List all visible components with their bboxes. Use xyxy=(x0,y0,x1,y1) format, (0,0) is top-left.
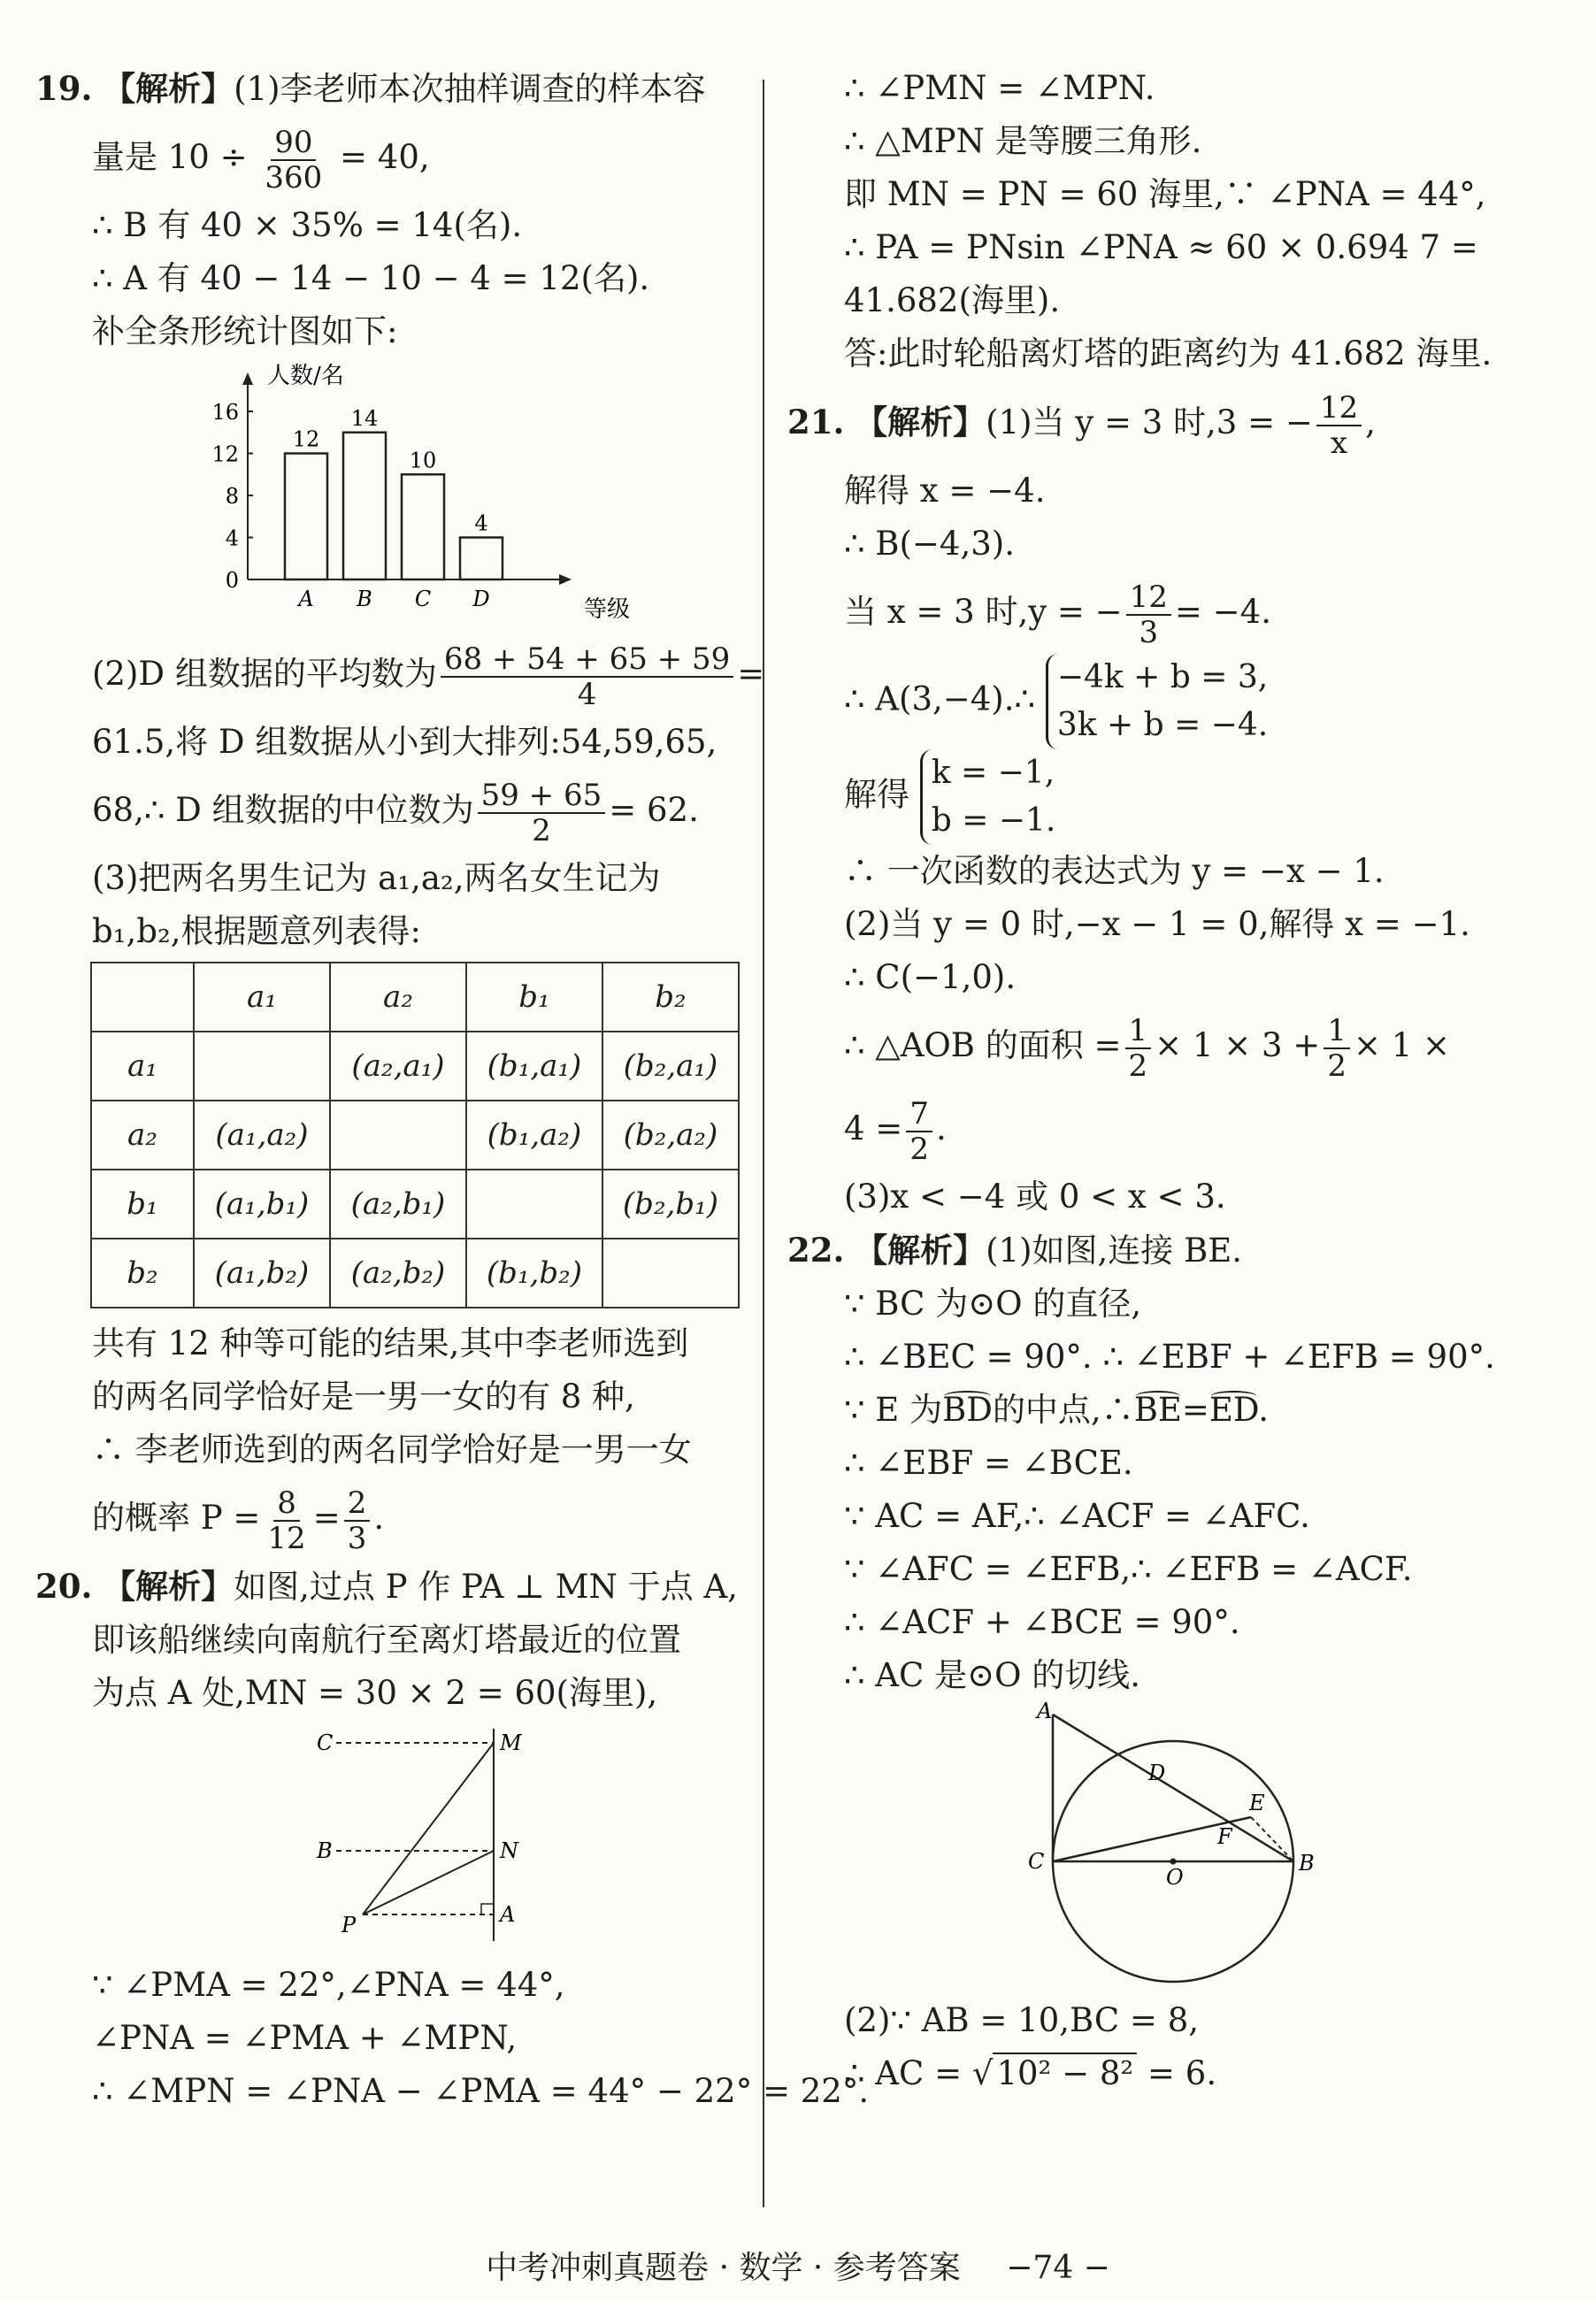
table-cell: (a₂,b₂) xyxy=(330,1239,466,1308)
q19-conclusion-1: 共有 12 种等可能的结果,其中李老师选到 xyxy=(92,1324,689,1362)
table-cell: (a₁,b₁) xyxy=(194,1170,330,1239)
q22-line-5: ∴ ∠EBF = ∠BCE. xyxy=(844,1444,1133,1482)
outcome-table xyxy=(90,962,740,1308)
table-row xyxy=(91,963,739,1032)
label-C: C xyxy=(1028,1849,1045,1874)
page-footer xyxy=(0,2243,1596,2288)
table-cell: (b₂,a₁) xyxy=(602,1032,739,1101)
equation-system: k = −1, b = −1. xyxy=(920,749,1056,845)
q22-line-3: ∴ ∠BEC = 90°. ∴ ∠EBF + ∠EFB = 90°. xyxy=(844,1338,1495,1376)
q20-cont-6: 答:此时轮船离灯塔的距离约为 41.682 海里. xyxy=(844,334,1492,372)
fraction: $\frac{12}{x}$ xyxy=(1316,391,1362,460)
center-point xyxy=(1170,1859,1177,1865)
fraction: $\frac{7}{2}$ xyxy=(906,1097,932,1166)
q21-line-11: 4 = $\frac{7}{2}$ . xyxy=(844,1095,947,1167)
y-axis-label: 人数/名 xyxy=(267,363,344,389)
q20-line-5: ∠PNA = ∠PMA + ∠MPN, xyxy=(92,2019,518,2057)
y-tick-label: 8 xyxy=(225,484,239,509)
bar-value-label: 4 xyxy=(474,510,488,536)
q19-part3-line-1: (3)把两名男生记为 a₁,a₂,两名女生记为 xyxy=(92,859,661,897)
q21-line-9: ∴ C(−1,0). xyxy=(844,958,1017,996)
label-B: B xyxy=(1299,1851,1315,1876)
q21-line-4: 当 x = 3 时,y = − $\frac{12}{3}$ = −4. xyxy=(844,579,1271,650)
table-row xyxy=(91,1032,739,1101)
label-C: C xyxy=(317,1730,334,1755)
page-number: −74 − xyxy=(1006,2250,1110,2286)
q21-line-1: 21. 【解析】(1)当 y = 3 时,3 = − $\frac{12}{x}$ , xyxy=(787,389,1376,461)
table-cell: a₁ xyxy=(91,1032,194,1101)
right-column xyxy=(787,62,1495,2100)
fraction: $\frac{8}{12}$ xyxy=(267,1485,306,1556)
q19-line-4: ∴ A 有 40 − 14 − 10 − 4 = 12(名). xyxy=(92,259,650,297)
q19-line-3: ∴ B 有 40 × 35% = 14(名). xyxy=(92,206,523,244)
q20-line-3: 为点 A 处,MN = 30 × 2 = 60(海里), xyxy=(92,1674,658,1712)
q22-line-4: ∵ E 为BD的中点,∴BE=ED. xyxy=(844,1391,1270,1429)
q22-line-6: ∵ AC = AF,∴ ∠ACF = ∠AFC. xyxy=(844,1497,1310,1535)
segment-ab xyxy=(1053,1715,1293,1861)
q22-line-2: ∵ BC 为⊙O 的直径, xyxy=(844,1285,1142,1323)
table-cell: b₁ xyxy=(91,1170,194,1239)
q19-line-1: 19. 【解析】(1)李老师本次抽样调查的样本容 xyxy=(35,69,706,108)
fraction: $\frac{68 + 54 + 65 + 59}{4}$ xyxy=(441,642,733,711)
label-O: O xyxy=(1166,1865,1184,1890)
x-tick-label: C xyxy=(414,587,432,611)
q22-line-7: ∵ ∠AFC = ∠EFB,∴ ∠EFB = ∠ACF. xyxy=(844,1550,1413,1588)
label-D: D xyxy=(1148,1761,1166,1785)
table-cell: (b₁,b₂) xyxy=(466,1239,602,1308)
q20-cont-3: 即 MN = PN = 60 海里,∵ ∠PNA = 44°, xyxy=(844,175,1486,213)
q19-part2-line-2: 61.5,将 D 组数据从小到大排列:54,59,65, xyxy=(92,723,717,761)
table-cell: (b₁,a₂) xyxy=(466,1101,602,1170)
table-cell: (b₂,a₂) xyxy=(602,1101,739,1170)
q19-line-2: 量是 10 ÷ $\frac{90}{360}$ = 40, xyxy=(92,124,430,196)
q19-line-5: 补全条形统计图如下: xyxy=(92,312,398,350)
q19-conclusion-4: 的概率 P = $\frac{8}{12}$ = $\frac{2}{3}$ . xyxy=(92,1485,385,1556)
q22-line-1: 22. 【解析】(1)如图,连接 BE. xyxy=(787,1231,1243,1270)
table-cell: (b₁,a₁) xyxy=(466,1032,602,1101)
circle-tangent-figure xyxy=(1009,1702,1362,1994)
label-M: M xyxy=(500,1730,522,1755)
q21-line-2: 解得 x = −4. xyxy=(844,472,1046,510)
label-N: N xyxy=(500,1838,518,1863)
q20-cont-2: ∴ △MPN 是等腰三角形. xyxy=(844,122,1202,160)
q22-part2-line-2: ∴ AC = √ 10² − 8² = 6. xyxy=(844,2054,1217,2092)
right-angle-mark xyxy=(481,1904,494,1914)
bar xyxy=(343,433,386,579)
q21-line-5: ∴ A(3,−4).∴ −4k + b = 3, 3k + b = −4. xyxy=(787,654,1495,749)
y-axis-arrow xyxy=(242,372,253,385)
label-P: P xyxy=(341,1913,357,1938)
fraction: $\frac{1}{2}$ xyxy=(1125,1014,1152,1083)
table-cell: (a₂,b₁) xyxy=(330,1170,466,1239)
x-tick-label: B xyxy=(357,587,372,611)
q21-line-3: ∴ B(−4,3). xyxy=(844,525,1015,563)
label-A: A xyxy=(500,1902,516,1927)
fraction: $\frac{2}{3}$ xyxy=(344,1486,371,1555)
fraction: $\frac{90}{360}$ xyxy=(265,124,323,196)
table-cell: (a₂,a₁) xyxy=(330,1032,466,1101)
q22-line-9: ∴ AC 是⊙O 的切线. xyxy=(844,1656,1140,1694)
bar xyxy=(460,538,503,580)
q20-cont-1: ∴ ∠PMN = ∠MPN. xyxy=(844,69,1155,107)
table-row xyxy=(91,1101,739,1170)
q19-part2-line-3: 68,∴ D 组数据的中位数为 $\frac{59 + 65}{2}$ = 62. xyxy=(92,777,699,848)
fraction: $\frac{12}{3}$ xyxy=(1126,580,1171,649)
q21-line-6: 解得 k = −1, b = −1. xyxy=(787,749,1495,845)
bar-value-label: 14 xyxy=(350,405,379,431)
lighthouse-figure xyxy=(301,1720,655,1959)
bar xyxy=(285,454,327,580)
y-tick-label: 4 xyxy=(225,526,239,551)
x-tick-label: A xyxy=(298,587,314,611)
table-cell: (b₂,b₁) xyxy=(602,1170,739,1239)
bar-value-label: 10 xyxy=(409,448,437,473)
q19-conclusion-3: ∴ 李老师选到的两名同学恰好是一男一女 xyxy=(92,1431,692,1469)
q20-line-6: ∴ ∠MPN = ∠PNA − ∠PMA = 44° − 22° = 22°. xyxy=(92,2072,870,2110)
table-cell xyxy=(91,963,194,1032)
table-cell xyxy=(466,1170,602,1239)
q20-line-2: 即该船继续向南航行至离灯塔最近的位置 xyxy=(92,1621,681,1659)
q21-line-12: (3)x < −4 或 0 < x < 3. xyxy=(844,1178,1226,1216)
table-cell: (a₁,a₂) xyxy=(194,1101,330,1170)
left-column xyxy=(35,62,870,2118)
equation-system: −4k + b = 3, 3k + b = −4. xyxy=(1046,654,1268,749)
table-cell: b₁ xyxy=(466,963,602,1032)
q21-line-10: ∴ △AOB 的面积 = $\frac{1}{2}$ × 1 × 3 + $\frac{1}{2}$ × 1 × xyxy=(844,1012,1451,1084)
table-row xyxy=(91,1170,739,1239)
fraction: $\frac{59 + 65}{2}$ xyxy=(478,779,606,848)
q19-part2-line-1: (2)D 组数据的平均数为 $\frac{68 + 54 + 65 + 59}{4}$ = xyxy=(92,641,765,712)
table-cell: b₂ xyxy=(602,963,739,1032)
line-pm xyxy=(363,1743,494,1914)
table-cell: a₁ xyxy=(194,963,330,1032)
q21-line-8: (2)当 y = 0 时,−x − 1 = 0,解得 x = −1. xyxy=(844,905,1470,943)
footer-title: 中考冲刺真题卷 · 数学 · 参考答案 xyxy=(486,2250,961,2286)
q19-conclusion-2: 的两名同学恰好是一男一女的有 8 种, xyxy=(92,1377,635,1416)
label-A: A xyxy=(1037,1702,1053,1723)
table-row xyxy=(91,1239,739,1308)
bar-chart xyxy=(195,358,743,633)
x-axis-label: 等级 xyxy=(584,596,631,623)
table-cell: b₂ xyxy=(91,1239,194,1308)
label-F: F xyxy=(1217,1824,1232,1849)
x-axis-arrow xyxy=(559,574,572,585)
table-cell xyxy=(602,1239,739,1308)
q22-line-8: ∴ ∠ACF + ∠BCE = 90°. xyxy=(844,1603,1240,1641)
label-E: E xyxy=(1249,1791,1265,1815)
table-cell xyxy=(194,1032,330,1101)
q19-part3-line-2: b₁,b₂,根据题意列表得: xyxy=(92,912,422,950)
fraction: $\frac{1}{2}$ xyxy=(1324,1014,1350,1083)
bar xyxy=(402,474,444,579)
table-cell: (a₁,b₂) xyxy=(194,1239,330,1308)
bar-value-label: 12 xyxy=(292,426,320,452)
q21-line-7: ∴ 一次函数的表达式为 y = −x − 1. xyxy=(844,852,1385,890)
y-tick-label: 16 xyxy=(211,400,239,425)
label-B: B xyxy=(317,1838,333,1863)
q20-cont-5: 41.682(海里). xyxy=(844,281,1061,319)
column-divider xyxy=(763,80,764,2207)
q20-cont-4: ∴ PA = PNsin ∠PNA ≈ 60 × 0.694 7 = xyxy=(844,228,1478,266)
y-tick-label: 12 xyxy=(211,441,239,467)
y-tick-label: 0 xyxy=(225,568,239,593)
q20-line-1: 20. 【解析】如图,过点 P 作 PA ⊥ MN 于点 A, xyxy=(35,1567,738,1606)
table-cell: a₂ xyxy=(330,963,466,1032)
line-pn xyxy=(363,1851,494,1914)
x-tick-label: D xyxy=(472,587,490,611)
q22-part2-line-1: (2)∵ AB = 10,BC = 8, xyxy=(844,2001,1200,2039)
q20-line-4: ∵ ∠PMA = 22°,∠PNA = 44°, xyxy=(92,1966,565,2004)
table-cell xyxy=(330,1101,466,1170)
table-cell: a₂ xyxy=(91,1101,194,1170)
